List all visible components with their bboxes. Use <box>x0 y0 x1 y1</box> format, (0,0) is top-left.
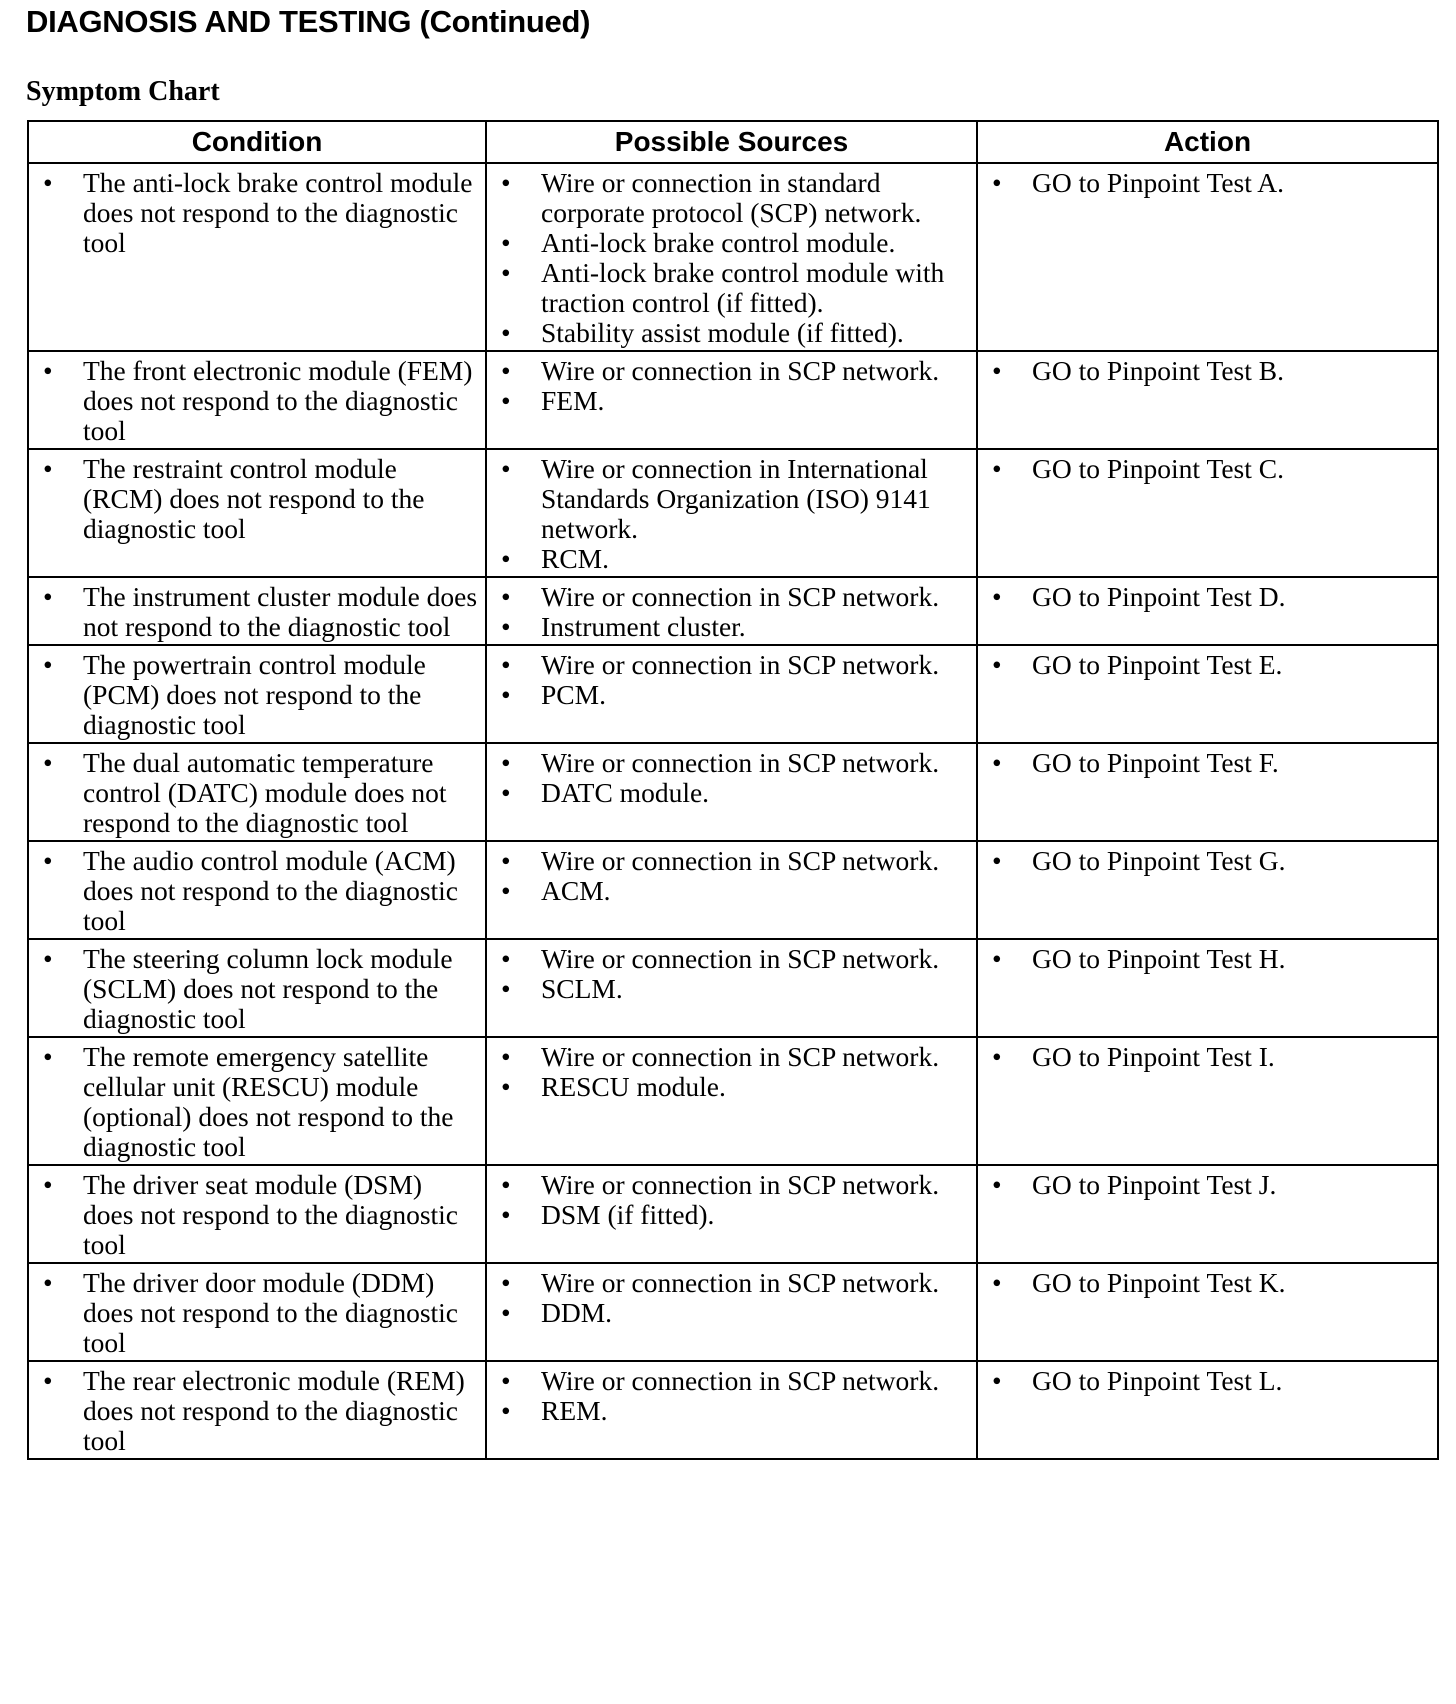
condition-cell <box>28 1037 486 1165</box>
possible-source-item: • DATC module. <box>487 778 976 808</box>
action-cell <box>977 449 1438 577</box>
possible-sources-cell <box>486 645 977 743</box>
possible-sources-list <box>487 1042 976 1102</box>
condition-text: • The driver seat module (DSM) does not respond to the diagnostic tool <box>29 1170 485 1260</box>
possible-sources-list <box>487 846 976 906</box>
action-cell <box>977 645 1438 743</box>
possible-source-item: • Wire or connection in SCP network. <box>487 650 976 680</box>
condition-cell <box>28 577 486 645</box>
action-list <box>978 1366 1437 1396</box>
possible-sources-cell <box>486 1361 977 1459</box>
action-list <box>978 1268 1437 1298</box>
possible-source-item: • FEM. <box>487 386 976 416</box>
action-list <box>978 168 1437 198</box>
table-row <box>28 743 1438 841</box>
header-possible-sources: Possible Sources <box>486 121 977 163</box>
possible-source-item: • Wire or connection in SCP network. <box>487 582 976 612</box>
possible-source-item: • Wire or connection in SCP network. <box>487 1170 976 1200</box>
possible-source-item: • DDM. <box>487 1298 976 1328</box>
action-cell <box>977 1037 1438 1165</box>
condition-cell <box>28 163 486 351</box>
action-text: • GO to Pinpoint Test I. <box>978 1042 1437 1072</box>
condition-cell <box>28 1165 486 1263</box>
table-row <box>28 1361 1438 1459</box>
action-text: • GO to Pinpoint Test C. <box>978 454 1437 484</box>
action-list <box>978 748 1437 778</box>
condition-cell <box>28 1361 486 1459</box>
possible-sources-list <box>487 1268 976 1328</box>
possible-sources-list <box>487 944 976 1004</box>
possible-source-item: • RESCU module. <box>487 1072 976 1102</box>
action-text: • GO to Pinpoint Test L. <box>978 1366 1437 1396</box>
action-list <box>978 582 1437 612</box>
action-list <box>978 650 1437 680</box>
action-cell <box>977 1165 1438 1263</box>
condition-text: • The audio control module (ACM) does not respond to the diagnostic tool <box>29 846 485 936</box>
condition-text: • The powertrain control module (PCM) does not respond to the diagnostic tool <box>29 650 485 740</box>
section-title: Symptom Chart <box>26 76 220 107</box>
action-text: • GO to Pinpoint Test F. <box>978 748 1437 778</box>
action-list <box>978 356 1437 386</box>
possible-source-item: • Instrument cluster. <box>487 612 976 642</box>
action-cell <box>977 841 1438 939</box>
condition-text: • The front electronic module (FEM) does not respond to the diagnostic tool <box>29 356 485 446</box>
possible-sources-cell <box>486 1165 977 1263</box>
possible-source-item: • Wire or connection in standard corporate protocol (SCP) network. <box>487 168 976 228</box>
condition-list <box>29 168 485 258</box>
action-text: • GO to Pinpoint Test D. <box>978 582 1437 612</box>
symptom-chart-table <box>27 120 1439 1460</box>
condition-cell <box>28 1263 486 1361</box>
table-header-row <box>28 121 1438 163</box>
condition-text: • The restraint control module (RCM) does not respond to the diagnostic tool <box>29 454 485 544</box>
condition-text: • The dual automatic temperature control (DATC) module does not respond to the diagnostic tool <box>29 748 485 838</box>
possible-source-item: • Stability assist module (if fitted). <box>487 318 976 348</box>
condition-cell <box>28 841 486 939</box>
action-list <box>978 944 1437 974</box>
action-cell <box>977 1263 1438 1361</box>
condition-cell <box>28 645 486 743</box>
condition-list <box>29 650 485 740</box>
action-cell <box>977 743 1438 841</box>
action-list <box>978 454 1437 484</box>
action-text: • GO to Pinpoint Test J. <box>978 1170 1437 1200</box>
action-text: • GO to Pinpoint Test K. <box>978 1268 1437 1298</box>
possible-sources-list <box>487 168 976 348</box>
condition-list <box>29 1170 485 1260</box>
condition-list <box>29 1268 485 1358</box>
possible-source-item: • PCM. <box>487 680 976 710</box>
possible-sources-cell <box>486 163 977 351</box>
table-body <box>28 163 1438 1459</box>
action-text: • GO to Pinpoint Test G. <box>978 846 1437 876</box>
possible-sources-cell <box>486 1037 977 1165</box>
possible-sources-cell <box>486 1263 977 1361</box>
table-row <box>28 1037 1438 1165</box>
possible-sources-cell <box>486 743 977 841</box>
possible-source-item: • Wire or connection in International Standards Organization (ISO) 9141 network. <box>487 454 976 544</box>
condition-text: • The instrument cluster module does not respond to the diagnostic tool <box>29 582 485 642</box>
possible-source-item: • ACM. <box>487 876 976 906</box>
page-heading: DIAGNOSIS AND TESTING (Continued) <box>26 4 591 39</box>
possible-source-item: • RCM. <box>487 544 976 574</box>
possible-sources-list <box>487 1170 976 1230</box>
action-cell <box>977 1361 1438 1459</box>
possible-sources-list <box>487 582 976 642</box>
condition-cell <box>28 743 486 841</box>
condition-list <box>29 454 485 544</box>
condition-list <box>29 1042 485 1162</box>
possible-sources-list <box>487 356 976 416</box>
condition-text: • The remote emergency satellite cellular unit (RESCU) module (optional) does not respond to the diagnostic tool <box>29 1042 485 1162</box>
table-row <box>28 939 1438 1037</box>
action-list <box>978 846 1437 876</box>
condition-list <box>29 944 485 1034</box>
action-cell <box>977 163 1438 351</box>
table-row <box>28 1263 1438 1361</box>
possible-source-item: • Wire or connection in SCP network. <box>487 1042 976 1072</box>
condition-cell <box>28 351 486 449</box>
condition-text: • The anti-lock brake control module does not respond to the diagnostic tool <box>29 168 485 258</box>
table-row <box>28 577 1438 645</box>
condition-text: • The driver door module (DDM) does not respond to the diagnostic tool <box>29 1268 485 1358</box>
table-row <box>28 841 1438 939</box>
condition-list <box>29 582 485 642</box>
table-row <box>28 163 1438 351</box>
possible-sources-list <box>487 748 976 808</box>
header-condition: Condition <box>28 121 486 163</box>
possible-sources-list <box>487 650 976 710</box>
condition-cell <box>28 939 486 1037</box>
action-cell <box>977 351 1438 449</box>
table-row <box>28 449 1438 577</box>
condition-text: • The rear electronic module (REM) does not respond to the diagnostic tool <box>29 1366 485 1456</box>
possible-source-item: • REM. <box>487 1396 976 1426</box>
possible-source-item: • SCLM. <box>487 974 976 1004</box>
action-cell <box>977 577 1438 645</box>
action-text: • GO to Pinpoint Test B. <box>978 356 1437 386</box>
possible-source-item: • Anti-lock brake control module. <box>487 228 976 258</box>
action-text: • GO to Pinpoint Test E. <box>978 650 1437 680</box>
condition-list <box>29 748 485 838</box>
possible-source-item: • Wire or connection in SCP network. <box>487 748 976 778</box>
table-row <box>28 351 1438 449</box>
action-list <box>978 1042 1437 1072</box>
condition-list <box>29 356 485 446</box>
possible-sources-cell <box>486 351 977 449</box>
condition-list <box>29 1366 485 1456</box>
header-action: Action <box>977 121 1438 163</box>
possible-sources-cell <box>486 841 977 939</box>
table-row <box>28 645 1438 743</box>
action-list <box>978 1170 1437 1200</box>
possible-source-item: • Anti-lock brake control module with traction control (if fitted). <box>487 258 976 318</box>
action-text: • GO to Pinpoint Test A. <box>978 168 1437 198</box>
possible-source-item: • Wire or connection in SCP network. <box>487 356 976 386</box>
table-row <box>28 1165 1438 1263</box>
possible-source-item: • Wire or connection in SCP network. <box>487 846 976 876</box>
possible-sources-cell <box>486 449 977 577</box>
action-text: • GO to Pinpoint Test H. <box>978 944 1437 974</box>
possible-sources-list <box>487 454 976 574</box>
possible-source-item: • Wire or connection in SCP network. <box>487 944 976 974</box>
possible-source-item: • Wire or connection in SCP network. <box>487 1268 976 1298</box>
condition-list <box>29 846 485 936</box>
possible-source-item: • Wire or connection in SCP network. <box>487 1366 976 1396</box>
condition-cell <box>28 449 486 577</box>
possible-sources-cell <box>486 577 977 645</box>
possible-sources-cell <box>486 939 977 1037</box>
possible-source-item: • DSM (if fitted). <box>487 1200 976 1230</box>
condition-text: • The steering column lock module (SCLM) does not respond to the diagnostic tool <box>29 944 485 1034</box>
action-cell <box>977 939 1438 1037</box>
possible-sources-list <box>487 1366 976 1426</box>
